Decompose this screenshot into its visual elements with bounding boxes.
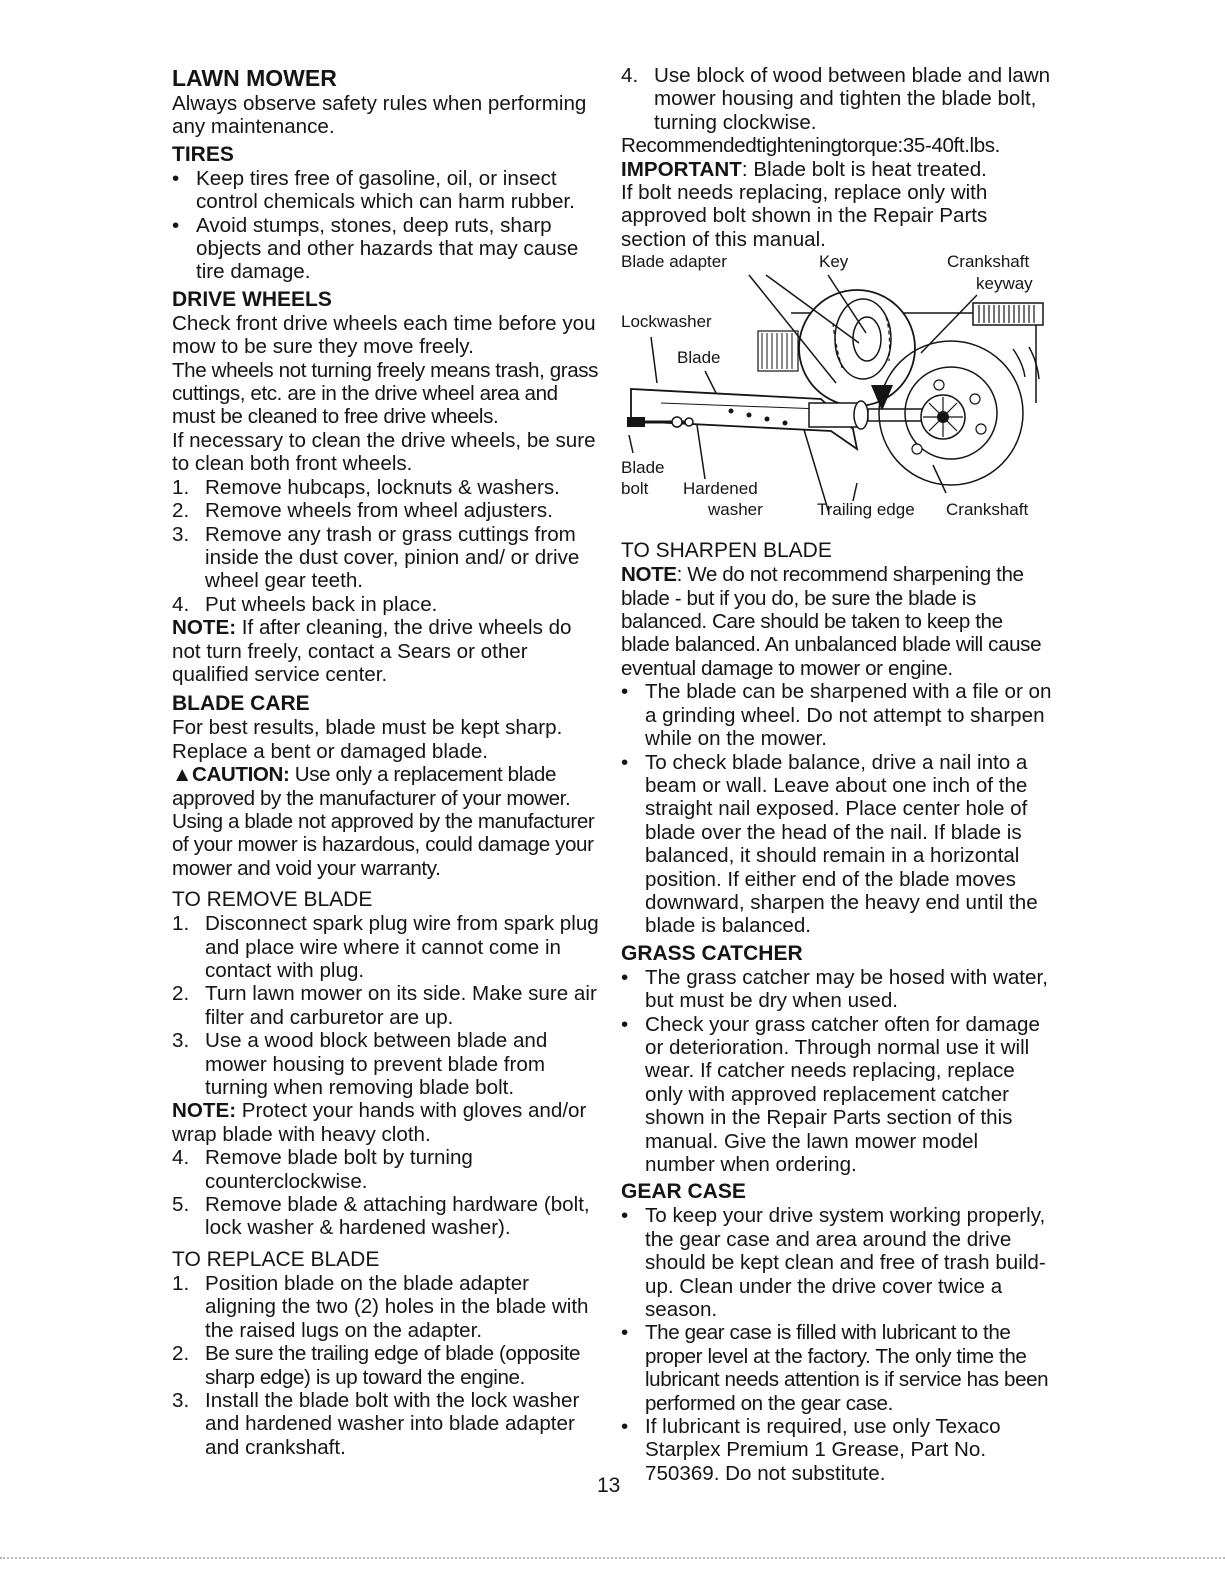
list-item: • The gear case is filled with lubricant to the proper level at the factory. The only time the lubricant needs attention is if service has been performed on the gear case. [621,1321,1049,1415]
label-blade-bolt: Blade [621,458,665,478]
drive-p2: The wheels not turning freely means trash, grass cuttings, etc. are in the drive wheel area and must be cleaned to free drive wheels. [172,358,599,429]
sharpen-blade-heading: TO SHARPEN BLADE [621,539,832,563]
label-crankshaft-keyway: keyway [976,274,1033,294]
section-title: LAWN MOWER [172,65,337,91]
list-item: 4. Use block of wood between blade and lawn mower housing and tighten the blade bolt, turning clockwise. [621,64,1051,134]
label-blade: Blade [677,348,721,368]
caution-text: ▲CAUTION: Use only a replacement blade approved by the manufacturer of your mower. Using a blade not approved by the manufacturer of your mower is hazardous, could damage your mower and void your warranty. [172,763,595,880]
blade-care-text: For best results, blade must be kept sharp. Replace a bent or damaged blade. [172,716,563,763]
remove-blade-heading: TO REMOVE BLADE [172,888,373,912]
label-crankshaft-keyway: Crankshaft [947,253,1030,272]
replace-blade-heading: TO REPLACE BLADE [172,1247,380,1271]
label-hardened-washer: washer [708,500,763,520]
list-item: 5. Remove blade & attaching hardware (bolt, lock washer & hardened washer). [172,1193,590,1240]
list-item: 2. Remove wheels from wheel adjusters. [172,499,553,523]
list-item: • If lubricant is required, use only Texaco Starplex Premium 1 Grease, Part No. 750369. Do not substitute. [621,1415,1001,1485]
list-item: 4. Remove blade bolt by turning counterclockwise. [172,1146,473,1193]
list-item: • Keep tires free of gasoline, oil, or insect control chemicals which can harm rubber. [172,166,575,214]
left-column [172,64,604,1459]
list-item: 1. Position blade on the blade adapter aligning the two (2) holes in the blade with the raised lugs on the adapter. [172,1271,589,1342]
warning-icon: ▲ [172,763,192,787]
label-hardened-washer: Hardened [683,479,758,499]
label-key: Key [819,253,849,272]
drive-p1: Check front drive wheels each time before you mow to be sure they move freely. [172,311,596,359]
gear-case-heading: GEAR CASE [621,1180,746,1204]
label-lockwasher: Lockwasher [621,312,712,332]
page-divider [0,1557,1225,1559]
tires-heading: TIRES [172,142,234,166]
important-text: IMPORTANT: Blade bolt is heat treated. [621,157,987,181]
list-item: • To check blade balance, drive a nail into a beam or wall. Leave about one inch of the straight nail exposed. Place center hole of blade over the head of the nail. If blade is balanced, it should remain in a horizontal position. If either end of the blade moves downward, sharpen the heavy end until the blade is balanced. [621,750,1038,938]
list-item: 2. Be sure the trailing edge of blade (opposite sharp edge) is up toward the engine. [172,1342,581,1389]
list-item: 3. Use a wood block between blade and mower housing to prevent blade from turning when removing blade bolt. [172,1029,548,1100]
torque-text: Recommendedtighteningtorque:35-40ft.lbs. [621,134,1000,158]
list-item: 1. Remove hubcaps, locknuts & washers. [172,475,560,499]
list-item: • Avoid stumps, stones, deep ruts, sharp objects and other hazards that may cause tire damage. [172,213,579,284]
label-blade-adapter: Blade adapter [621,253,727,272]
list-item: 3. Remove any trash or grass cuttings from inside the dust cover, pinion and/ or drive wheel gear teeth. [172,522,580,593]
grass-catcher-heading: GRASS CATCHER [621,941,803,965]
drive-p3: If necessary to clean the drive wheels, be sure to clean both front wheels. [172,428,596,476]
list-item: 2. Turn lawn mower on its side. Make sure air filter and carburetor are up. [172,982,597,1029]
label-blade-bolt: bolt [621,479,649,499]
label-trailing-edge: Trailing edge [817,500,915,520]
drive-note: NOTE: If after cleaning, the drive wheels do not turn freely, contact a Sears or other qualified service center. [172,616,572,686]
list-item: • The grass catcher may be hosed with water, but must be dry when used. [621,965,1048,1013]
list-item: 1. Disconnect spark plug wire from spark plug and place wire where it cannot come in contact with plug. [172,912,599,982]
remove-note: NOTE: Protect your hands with gloves and/or wrap blade with heavy cloth. [172,1099,587,1146]
blade-care-heading: BLADE CARE [172,692,310,716]
right-column [621,64,1053,1485]
sharpen-note: NOTE: We do not recommend sharpening the blade - but if you do, be sure the blade is balanced. Care should be taken to keep the blade balanced. An unbalanced blade will cause eventual damage to mower or engine. [621,563,1042,680]
page-number: 13 [597,1474,621,1497]
label-crankshaft: Crankshaft [946,500,1029,520]
list-item: • Check your grass catcher often for damage or deterioration. Through normal use it will wear. If catcher needs replacing, replace only with approved replacement catcher shown in the Repair Parts section of this manual. Give the lawn mower model number when ordering. [621,1012,1040,1176]
list-item: 3. Install the blade bolt with the lock washer and hardened washer into blade adapter and crankshaft. [172,1388,580,1459]
bolt-note: If bolt needs replacing, replace only with approved bolt shown in the Repair Parts section of this manual. [621,181,988,251]
list-item: 4. Put wheels back in place. [172,592,438,616]
blade-assembly-diagram [621,253,1046,531]
drive-wheels-heading: DRIVE WHEELS [172,287,332,311]
intro-text: Always observe safety rules when performing any maintenance. [172,92,587,139]
list-item: • To keep your drive system working properly, the gear case and area around the drive should be kept clean and free of trash build-up. Clean under the drive cover twice a season. [621,1204,1046,1322]
list-item: • The blade can be sharpened with a file or on a grinding wheel. Do not attempt to sharpen while on the mower. [621,680,1052,751]
